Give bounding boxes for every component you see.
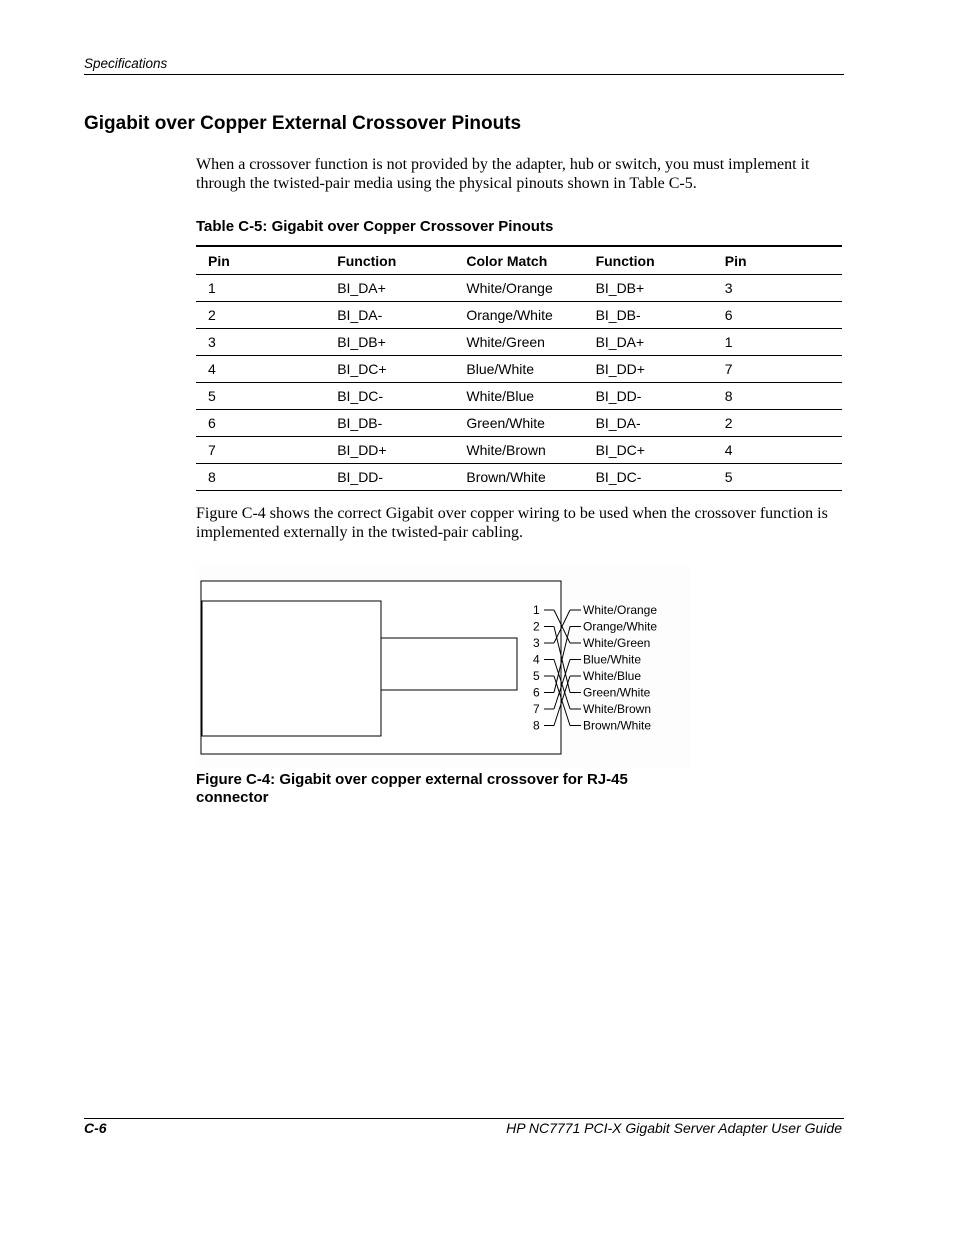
- wire-color-label: Brown/White: [583, 718, 652, 733]
- table-cell: White/Orange: [454, 275, 583, 302]
- table-cell: 3: [713, 275, 842, 302]
- figure-caption: Figure C-4: Gigabit over copper external crossover for RJ-45 connector: [196, 771, 628, 806]
- table-row: [196, 464, 842, 491]
- table-cell: BI_DB-: [584, 302, 713, 329]
- table-cell: 8: [713, 383, 842, 410]
- table-cell: BI_DA-: [325, 302, 454, 329]
- table-row: [196, 356, 842, 383]
- table-row: [196, 275, 842, 302]
- table-cell: 2: [713, 410, 842, 437]
- table-row: [196, 437, 842, 464]
- table-cell: 5: [196, 383, 325, 410]
- connector-plug: [381, 638, 517, 690]
- pin-label: 5: [533, 669, 540, 683]
- table-cell: 4: [713, 437, 842, 464]
- connector-body: [202, 601, 381, 736]
- pin-label: 1: [533, 603, 540, 617]
- table-cell: BI_DC-: [325, 383, 454, 410]
- pin-label: 6: [533, 685, 540, 700]
- table-cell: 5: [713, 464, 842, 491]
- table-cell: BI_DD+: [584, 356, 713, 383]
- table-cell: BI_DD-: [584, 383, 713, 410]
- pin-label: 4: [533, 652, 540, 667]
- section-title: Gigabit over Copper External Crossover Pinouts: [84, 113, 522, 134]
- table-cell: Brown/White: [454, 464, 583, 491]
- pin-label: 7: [533, 702, 540, 716]
- table-cell: 8: [196, 464, 325, 491]
- table-cell: BI_DB+: [325, 329, 454, 356]
- column-header-pin-2: Pin: [713, 246, 842, 275]
- page-number: C-6: [84, 1120, 107, 1136]
- guide-title: HP NC7771 PCI-X Gigabit Server Adapter User Guide: [506, 1120, 842, 1136]
- wire-color-label: White/Orange: [583, 603, 658, 617]
- table-cell: BI_DC-: [584, 464, 713, 491]
- column-header-function: Function: [325, 246, 454, 275]
- table-cell: 4: [196, 356, 325, 383]
- table-cell: 1: [713, 329, 842, 356]
- table-cell: 6: [196, 410, 325, 437]
- header-rule: [84, 74, 844, 75]
- table-cell: BI_DB-: [325, 410, 454, 437]
- table-cell: BI_DB+: [584, 275, 713, 302]
- wire-color-label: White/Brown: [583, 702, 652, 716]
- running-header: Specifications: [84, 56, 168, 71]
- table-row: [196, 302, 842, 329]
- column-header-pin: Pin: [196, 246, 325, 275]
- table-row: [196, 329, 842, 356]
- wire-color-label: Blue/White: [583, 652, 642, 667]
- table-cell: Blue/White: [454, 356, 583, 383]
- footer-rule: [84, 1118, 844, 1119]
- table-cell: White/Green: [454, 329, 583, 356]
- table-caption: Table C-5: Gigabit over Copper Crossover Pinouts: [196, 218, 554, 235]
- column-header-color-match: Color Match: [454, 246, 583, 275]
- pinout-table: [196, 245, 842, 491]
- table-cell: Green/White: [454, 410, 583, 437]
- wire-color-label: Orange/White: [583, 619, 658, 634]
- table-cell: 7: [713, 356, 842, 383]
- intro-paragraph: When a crossover function is not provided by the adapter, hub or switch, you must implement it through the twisted-pair media using the physical pinouts shown in Table C-5.: [196, 156, 810, 192]
- table-cell: 6: [713, 302, 842, 329]
- table-cell: BI_DD+: [325, 437, 454, 464]
- table-header-row: [196, 246, 842, 275]
- table-cell: 3: [196, 329, 325, 356]
- crossover-diagram: [196, 565, 690, 767]
- table-cell: BI_DA+: [584, 329, 713, 356]
- column-header-function-2: Function: [584, 246, 713, 275]
- table-cell: BI_DC+: [584, 437, 713, 464]
- table-cell: BI_DA+: [325, 275, 454, 302]
- table-row: [196, 383, 842, 410]
- table-cell: 1: [196, 275, 325, 302]
- table-cell: 7: [196, 437, 325, 464]
- table-cell: BI_DD-: [325, 464, 454, 491]
- wire-color-label: White/Blue: [583, 669, 642, 683]
- table-cell: BI_DC+: [325, 356, 454, 383]
- pin-label: 2: [533, 619, 540, 634]
- figure-intro-paragraph: Figure C-4 shows the correct Gigabit over copper wiring to be used when the crossover function is implemented externally in the twisted-pair cabling.: [196, 505, 828, 541]
- wire-color-label: Green/White: [583, 685, 651, 700]
- table-cell: White/Brown: [454, 437, 583, 464]
- table-cell: BI_DA-: [584, 410, 713, 437]
- pin-label: 8: [533, 718, 540, 733]
- pin-label: 3: [533, 636, 540, 650]
- table-cell: Orange/White: [454, 302, 583, 329]
- table-row: [196, 410, 842, 437]
- table-cell: White/Blue: [454, 383, 583, 410]
- wire-color-label: White/Green: [583, 636, 651, 650]
- table-cell: 2: [196, 302, 325, 329]
